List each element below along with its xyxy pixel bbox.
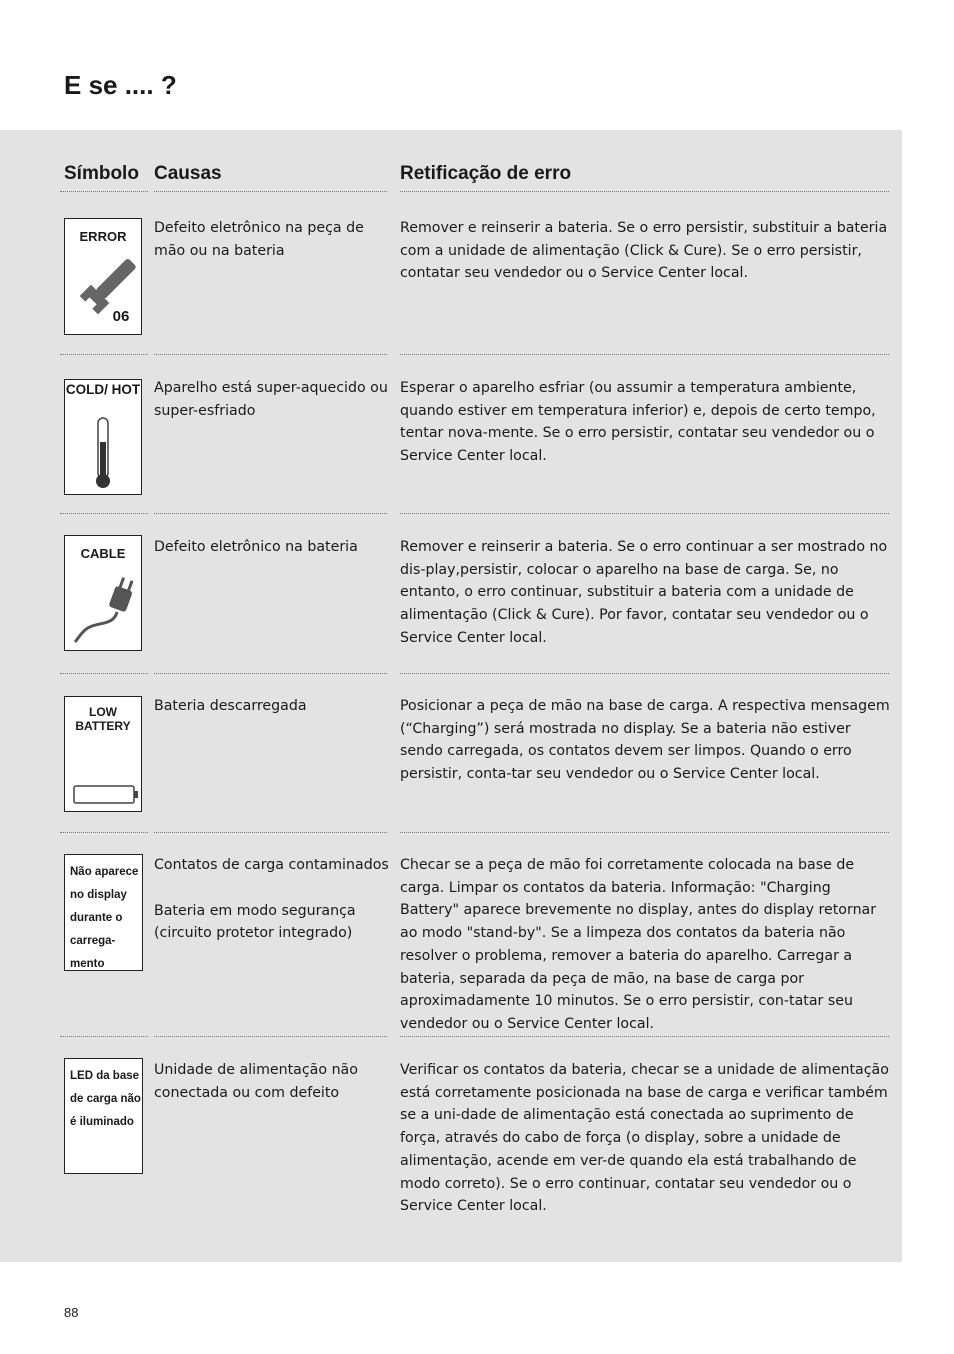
row-divider (400, 673, 889, 674)
row-divider (400, 832, 889, 833)
cause-item: Aparelho está super-aquecido ou super-esfriado (154, 380, 388, 419)
low-battery-symbol (64, 696, 142, 812)
row-divider (60, 513, 148, 514)
icon-text: Não aparece no display durante o carrega-mento (70, 866, 139, 970)
not-displayed-symbol (64, 854, 143, 971)
page-title: E se .... ? (64, 70, 177, 100)
cause-item: Defeito eletrônico na bateria (154, 539, 358, 555)
row-divider (60, 354, 148, 355)
icon-label: COLD/ HOT (65, 382, 141, 397)
fix-text (400, 854, 890, 1036)
row-divider (60, 832, 148, 833)
icon-text: LED da base de carga não é iluminado (70, 1070, 141, 1128)
fix-text (400, 1059, 890, 1218)
fix-text (400, 695, 890, 786)
header-divider (154, 191, 387, 192)
led-not-lit-symbol (64, 1058, 143, 1174)
cause-text (154, 536, 390, 559)
fix-paragraph: Remover e reinserir a bateria. Se o erro continuar a ser mostrado no dis-play,persistir, colocar o aparelho na base de carga. Se, no entanto, o erro continuar, substituir a bateria com a unidade de alimentação (Click & Cure). Por favor, contatar seu vendedor ou o Service Center local. (400, 539, 888, 646)
row-divider (60, 1036, 148, 1037)
cause-text (154, 217, 390, 262)
error-06-symbol (64, 218, 142, 335)
cause-item: Defeito eletrônico na peça de mão ou na bateria (154, 220, 364, 259)
fix-paragraph: Remover e reinserir a bateria. Se o erro persistir, substituir a bateria com a unidade de alimentação (Click & Cure). Se o erro persistir, contatar seu vendedor ou o Service Center local. (400, 220, 888, 282)
row-divider (154, 354, 387, 355)
cable-symbol (64, 535, 142, 651)
row-divider (154, 673, 387, 674)
cause-item: Bateria em modo segurança (circuito protetor integrado) (154, 902, 356, 942)
cause-text (154, 695, 390, 718)
row-divider (400, 513, 889, 514)
cause-text (154, 1059, 390, 1104)
cause-text (154, 377, 390, 422)
icon-label: 06 (112, 308, 130, 325)
row-divider (400, 354, 889, 355)
row-divider (154, 1036, 387, 1037)
cause-text (154, 854, 390, 945)
fix-paragraph: Esperar o aparelho esfriar (ou assumir a temperatura ambiente, quando estiver em temperatura inferior) e, depois de certo tempo, tentar nova-mente. Se o erro persistir, contatar seu vendedor ou o Service Center local. (400, 380, 876, 465)
header-divider (60, 191, 148, 192)
header-causes: Causas (154, 163, 222, 184)
row-divider (400, 1036, 889, 1037)
fix-paragraph: Posicionar a peça de mão na base de carga. A respectiva mensagem (“Charging”) será mostrada no display. Se a bateria não estiver sendo carregada, os contatos devem ser limpos. Quando o erro persistir, conta-tar seu vendedor ou o Service Center local. (400, 698, 890, 783)
page-number: 88 (64, 1305, 79, 1320)
fix-text (400, 377, 890, 468)
fix-paragraph: Checar se a peça de mão foi corretamente colocada na base de carga. Limpar os contatos da bateria. Informação: "Charging Battery" aparece brevemente no display, antes do display retornar ao modo "stand-by". Se a limpeza dos contatos da bateria não resolver o problema, remover a bateria do aparelho. Carregar a bateria, separada da peça de mão, na base de carga por aproximadamente 10 minutos. Se o erro persistir, con-tatar seu vendedor ou o Service Center local. (400, 857, 877, 1032)
cause-item: Unidade de alimentação não conectada ou com defeito (154, 1062, 358, 1101)
row-divider (154, 832, 387, 833)
icon-label: ERROR (79, 229, 127, 244)
header-symbol: Símbolo (64, 163, 139, 184)
cause-item: Contatos de carga contaminados (154, 857, 389, 873)
header-divider (400, 191, 889, 192)
row-divider (60, 673, 148, 674)
header-fix: Retificação de erro (400, 163, 572, 184)
fix-text (400, 217, 890, 285)
icon-label: CABLE (80, 546, 126, 561)
fix-text (400, 536, 890, 650)
fix-paragraph: Verificar os contatos da bateria, checar se a unidade de alimentação está corretamente posicionada na base de carga e verificar também se a uni-dade de alimentação está conectada ao suprimento de força, através do cabo de força (o display, sobre a unidade de alimentação, acende em ver-de quando ela está trabalhando de modo correto). Se o erro continuar, contatar seu vendedor ou o Service Center local. (400, 1062, 889, 1215)
cold-hot-symbol (64, 379, 142, 495)
cause-item: Bateria descarregada (154, 698, 307, 714)
row-divider (154, 513, 387, 514)
icon-label: LOW BATTERY (75, 705, 131, 733)
